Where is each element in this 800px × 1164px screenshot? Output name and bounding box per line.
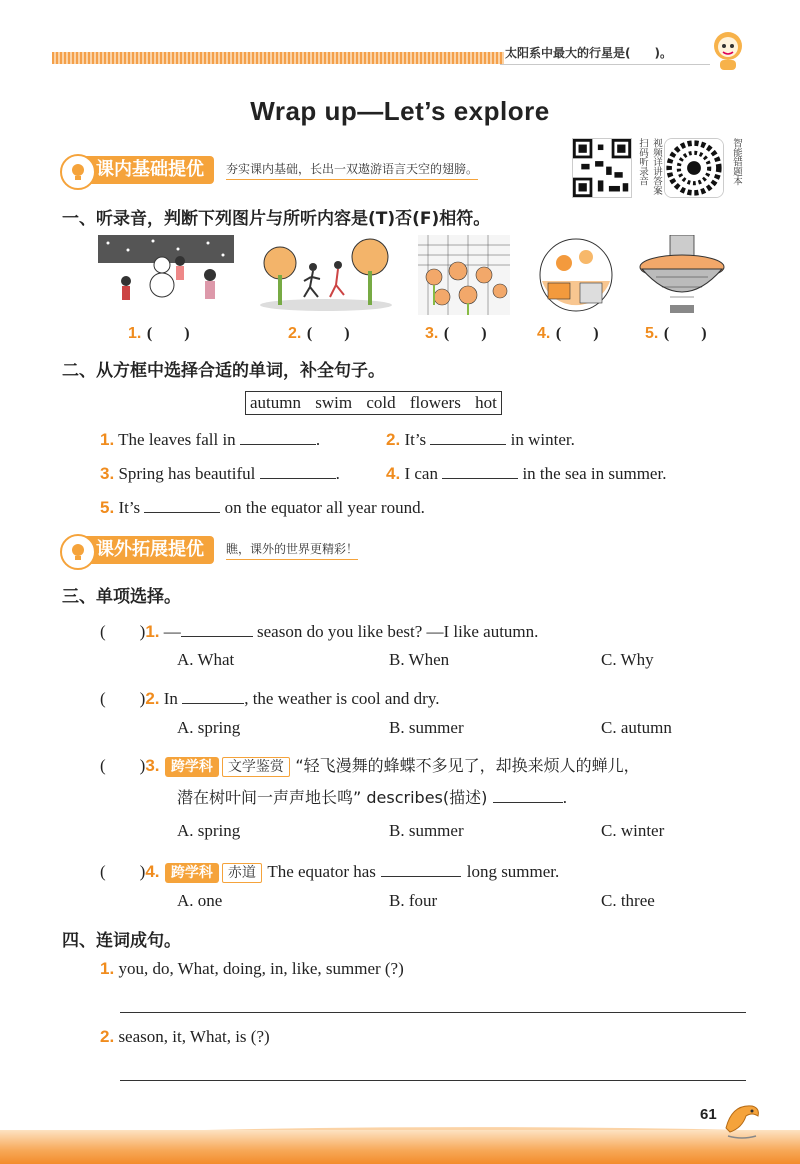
blank-2[interactable] <box>430 430 506 445</box>
question-3-line2: 潜在树叶间一声声地长鸣” describes(描述) . <box>177 788 568 807</box>
lightbulb-icon <box>60 154 96 190</box>
qr-code-listen[interactable] <box>572 138 632 198</box>
word-box: autumn swim cold flowers hot <box>245 391 502 415</box>
question-4: ( )4. 跨学科 赤道 The equator has long summer. <box>100 862 560 881</box>
blank-5[interactable] <box>144 498 220 513</box>
blank-4[interactable] <box>442 464 518 479</box>
answer-paren[interactable]: ( ) <box>100 689 146 708</box>
blank-3[interactable] <box>260 464 336 479</box>
cross-subject-tag: 跨学科 <box>165 757 219 777</box>
blank-q4[interactable] <box>381 862 461 877</box>
header-question: 太阳系中最大的行星是( )。 <box>505 46 672 60</box>
section-banner-label: 课内基础提优 <box>62 156 214 184</box>
item-4: 4. ( ) <box>537 325 599 342</box>
section-banner-extend <box>62 536 358 564</box>
footer-stripe <box>0 1130 800 1164</box>
reorder-question-2: 2. season, it, What, is (?) <box>100 1027 270 1046</box>
picture-3-flowers <box>418 235 510 315</box>
option-q2-a[interactable]: A. spring <box>177 718 241 737</box>
section-banner-label: 课外拓展提优 <box>62 536 214 564</box>
option-q3-a[interactable]: A. spring <box>177 821 241 840</box>
topic-tag: 文学鉴赏 <box>222 757 290 777</box>
sentence-3: 3. Spring has beautiful . <box>100 464 340 483</box>
answer-paren-3[interactable]: ( ) <box>443 325 487 342</box>
item-5: 5. ( ) <box>645 325 707 342</box>
header-underline <box>500 64 710 65</box>
answer-line-1[interactable] <box>120 1012 746 1013</box>
item-2: 2. ( ) <box>288 325 350 342</box>
answer-paren-1[interactable]: ( ) <box>146 325 190 342</box>
item-1: 1. ( ) <box>128 325 190 342</box>
picture-1-snowman <box>98 235 234 315</box>
blank-q1[interactable] <box>181 622 253 637</box>
sentence-4: 4. I can in the sea in summer. <box>386 464 667 483</box>
header-stripe <box>52 52 504 64</box>
answer-paren-4[interactable]: ( ) <box>555 325 599 342</box>
qr-code-errorbook[interactable] <box>664 138 724 198</box>
option-q1-b[interactable]: B. When <box>389 650 450 669</box>
answer-line-2[interactable] <box>120 1080 746 1081</box>
option-q3-c[interactable]: C. winter <box>601 821 665 840</box>
option-q1-c[interactable]: C. Why <box>601 650 654 669</box>
part3-heading: 三、单项选择。 <box>62 587 181 607</box>
option-q1-a[interactable]: A. What <box>177 650 235 669</box>
cross-subject-tag: 跨学科 <box>165 863 219 883</box>
answer-paren[interactable]: ( ) <box>100 622 146 641</box>
topic-tag: 赤道 <box>222 863 262 883</box>
mascot-icon <box>708 28 748 72</box>
option-q2-b[interactable]: B. summer <box>389 718 464 737</box>
qr-right-label: 智能错题本 <box>731 138 742 186</box>
blank-q3[interactable] <box>493 788 563 803</box>
picture-2-autumn-run <box>258 235 394 315</box>
sentence-5: 5. It’s on the equator all year round. <box>100 498 425 517</box>
part1-heading: 一、听录音，判断下列图片与所听内容是(T)否(F)相符。 <box>62 209 491 229</box>
question-1: ( )1. — season do you like best? —I like autumn. <box>100 622 539 641</box>
option-q3-b[interactable]: B. summer <box>389 821 464 840</box>
blank-1[interactable] <box>240 430 316 445</box>
page-number: 61 <box>700 1106 717 1123</box>
dolphin-icon <box>722 1098 762 1142</box>
sentence-1: 1. The leaves fall in . <box>100 430 321 449</box>
section-banner-subtitle: 瞧，课外的世界更精彩！ <box>226 540 358 560</box>
question-2: ( )2. In , the weather is cool and dry. <box>100 689 440 708</box>
reorder-question-1: 1. you, do, What, doing, in, like, summer (?) <box>100 959 404 978</box>
qr-left-label: 扫码听录音 <box>637 138 648 186</box>
qr-left-label-2: 视频详讲答案 <box>651 138 662 195</box>
option-q4-a[interactable]: A. one <box>177 891 223 910</box>
question-3: ( )3. 跨学科 文学鉴赏 “轻飞漫舞的蜂蝶不多见了，却换来烦人的蝉儿， <box>100 756 640 775</box>
part4-heading: 四、连词成句。 <box>62 931 181 951</box>
section-banner-subtitle: 夯实课内基础，长出一双遨游语言天空的翅膀。 <box>226 160 478 180</box>
answer-paren-5[interactable]: ( ) <box>663 325 707 342</box>
page-title: Wrap up—Let’s explore <box>250 96 550 126</box>
blank-q2[interactable] <box>182 689 244 704</box>
picture-5-hotpot <box>636 235 728 315</box>
picture-4-sunset <box>534 235 618 315</box>
option-q4-c[interactable]: C. three <box>601 891 655 910</box>
lightbulb-icon <box>60 534 96 570</box>
option-q4-b[interactable]: B. four <box>389 891 438 910</box>
answer-paren-2[interactable]: ( ) <box>306 325 350 342</box>
answer-paren[interactable]: ( ) <box>100 756 146 775</box>
option-q2-c[interactable]: C. autumn <box>601 718 672 737</box>
part2-heading: 二、从方框中选择合适的单词，补全句子。 <box>62 361 385 381</box>
section-banner-basic <box>62 156 478 184</box>
sentence-2: 2. It’s in winter. <box>386 430 575 449</box>
answer-paren[interactable]: ( ) <box>100 862 146 881</box>
item-3: 3. ( ) <box>425 325 487 342</box>
